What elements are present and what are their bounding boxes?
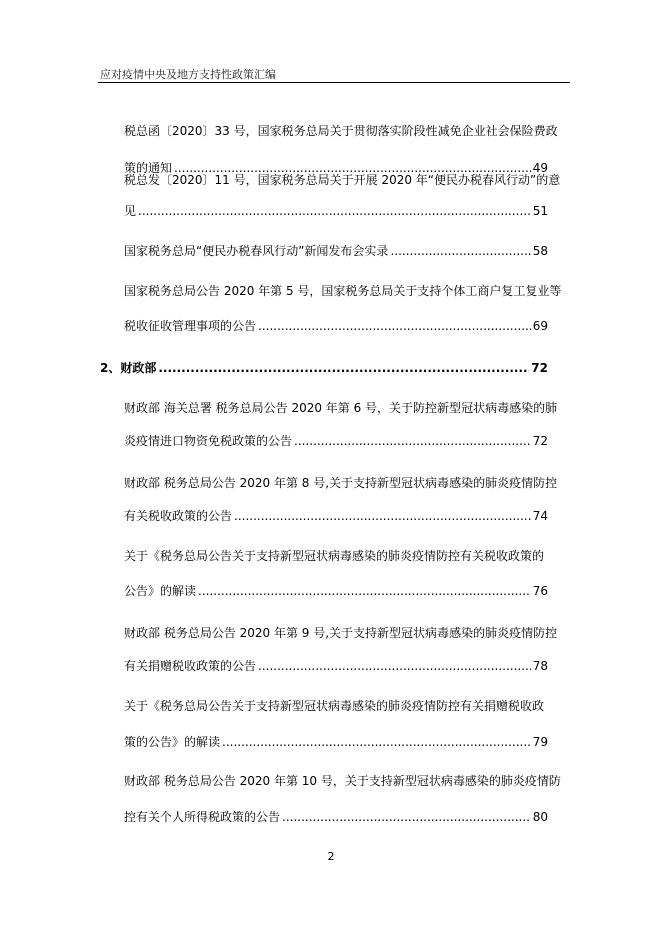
page-ref: 74 [532,509,548,523]
page-ref: 72 [531,361,548,375]
header-rule [98,82,570,83]
page-number: 2 [327,850,335,863]
page-ref: 76 [532,584,548,598]
dot-leader [294,434,531,448]
dot-leader [222,735,531,749]
section-title: 2、财政部 [100,361,157,375]
page-ref: 49 [532,161,548,175]
toc-entry-text: 炎疫情进口物资免税政策的公告 [124,434,293,448]
toc-entry-text[interactable]: 关于《税务总局公告关于支持新型冠状病毒感染的肺炎疫情防控有关税收政策的 [124,549,545,563]
dot-leader [258,319,531,333]
toc-entry-text[interactable]: 国家税务总局公告 2020 年第 5 号，国家税务总局关于支持个体工商户复工复业等 [124,284,562,298]
dot-leader [258,659,531,673]
toc-entry-text[interactable]: 财政部 税务总局公告 2020 年第 10 号，关于支持新型冠状病毒感染的肺炎疫情防 [124,774,561,788]
toc-entry-text: 见 [124,204,137,218]
toc-entry[interactable] [124,584,548,598]
page-ref: 69 [532,319,548,333]
dot-leader [158,361,529,375]
dot-leader [198,584,531,598]
header-title: 应对疫情中央及地方支持性政策汇编 [100,68,276,81]
toc-entry[interactable] [124,204,548,218]
toc-entry-text[interactable]: 税总发〔2020〕11 号，国家税务总局关于开展 2020 年“便民办税春风行动”的意 [124,173,561,187]
dot-leader [234,509,531,523]
toc-entry[interactable] [124,509,548,523]
toc-entry-text[interactable]: 财政部 税务总局公告 2020 年第 8 号,关于支持新型冠状病毒感染的肺炎疫情防控 [124,476,558,490]
page-ref: 78 [532,659,548,673]
page-ref: 58 [532,244,548,258]
toc-entry[interactable] [124,319,548,333]
toc-entry-text: 控有关个人所得税政策的公告 [124,810,281,824]
toc-entry-text: 策的通知 [124,161,173,175]
toc-entry-text[interactable]: 税总函〔2020〕33 号，国家税务总局关于贯彻落实阶段性减免企业社会保险费政 [124,124,558,138]
toc-section[interactable] [100,361,548,375]
toc-entry-text[interactable]: 财政部 海关总署 税务总局公告 2020 年第 6 号，关于防控新型冠状病毒感染的肺 [124,401,558,415]
page-ref: 51 [532,204,548,218]
page-ref: 72 [532,434,548,448]
toc-entry[interactable] [124,434,548,448]
toc-entry[interactable] [124,735,548,749]
toc-entry[interactable] [124,659,548,673]
toc-entry-text: 策的公告》的解读 [124,735,221,749]
page-ref: 79 [532,735,548,749]
toc-entry-text[interactable]: 财政部 税务总局公告 2020 年第 9 号,关于支持新型冠状病毒感染的肺炎疫情防控 [124,626,558,640]
dot-leader [390,244,530,258]
dot-leader [282,810,531,824]
toc-entry[interactable] [124,810,548,824]
toc-entry-text: 有关税收政策的公告 [124,509,233,523]
dot-leader [138,204,531,218]
toc-entry-text: 公告》的解读 [124,584,197,598]
toc-entry-text: 税收征收管理事项的公告 [124,319,257,333]
toc-entry-text: 国家税务总局“便民办税春风行动”新闻发布会实录 [124,244,389,258]
toc-entry-text[interactable]: 关于《税务总局公告关于支持新型冠状病毒感染的肺炎疫情防控有关捐赠税收政 [124,699,545,713]
toc-entry[interactable] [124,244,548,258]
toc-entry-text: 有关捐赠税收政策的公告 [124,659,257,673]
page-ref: 80 [532,810,548,824]
